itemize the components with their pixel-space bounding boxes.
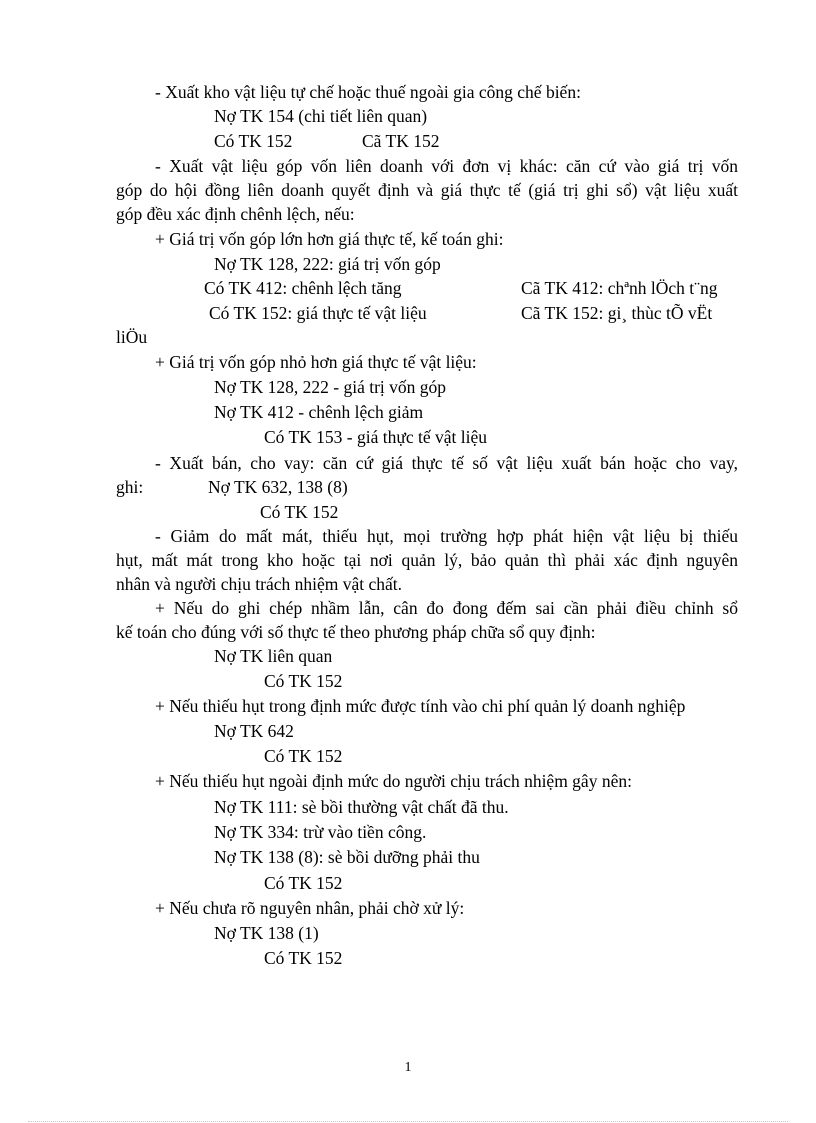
text-line: Nợ TK 642 [214,721,294,741]
text-line: Cã TK 412: chªnh lÖch t¨ng [521,278,718,298]
text-line: Có TK 152 [264,948,343,968]
text-line: Có TK 152 [214,131,293,151]
text-line: Có TK 152 [264,746,343,766]
text-line: Có TK 153 - giá thực tế vật liệu [264,427,488,447]
text-line: - Xuất kho vật liệu tự chế hoặc thuế ngoài gia công chế biến: [155,82,581,102]
text-line: kế toán cho đúng với số thực tế theo phương pháp chữa sổ quy định: [116,622,596,642]
text-line: Nợ TK liên quan [214,646,333,666]
text-line: liÖu [116,327,148,347]
text-line: + Nếu chưa rõ nguyên nhân, phải chờ xử lý: [155,898,465,918]
text-line: góp do hội đồng liên doanh quyết định và giá thực tế (giá trị ghi sổ) vật liệu xuất [116,180,738,200]
text-line: + Nếu thiếu hụt ngoài định mức do người chịu trách nhiệm gây nên: [155,771,632,791]
text-line: Nợ TK 138 (8): sè bồi dưỡng phải thu [214,847,480,867]
text-line: Cã TK 152 [362,131,440,151]
text-line: - Xuất bán, cho vay: căn cứ giá thực tế số vật liệu xuất bán hoặc cho vay, [155,453,738,473]
text-line: - Xuất vật liệu góp vốn liên doanh với đơn vị khác: căn cứ vào giá trị vốn [155,156,738,176]
text-line: góp đều xác định chênh lệch, nếu: [116,204,355,224]
text-line: + Giá trị vốn góp nhỏ hơn giá thực tế vật liệu: [155,352,477,372]
text-line: Nợ TK 334: trừ vào tiền công. [214,822,427,842]
text-line: + Giá trị vốn góp lớn hơn giá thực tế, kế toán ghi: [155,229,504,249]
text-line: - Giảm do mất mát, thiếu hụt, mọi trường hợp phát hiện vật liệu bị thiếu [155,526,738,546]
text-line: Nợ TK 412 - chênh lệch giảm [214,402,424,422]
text-line: Nợ TK 111: sè bồi thường vật chất đã thu. [214,797,509,817]
text-line: ghi: [116,477,144,497]
text-line: hụt, mất mát trong kho hoặc tại nơi quản lý, bảo quản thì phải xác định nguyên [116,550,738,570]
text-line: Nợ TK 128, 222: giá trị vốn góp [214,254,441,274]
text-line: Nợ TK 154 (chi tiết liên quan) [214,106,428,126]
text-line: Nợ TK 128, 222 - giá trị vốn góp [214,377,447,397]
page-number: 1 [404,1060,412,1075]
text-line: Có TK 152: giá thực tế vật liệu [209,303,427,323]
text-line: + Nếu thiếu hụt trong định mức được tính vào chi phí quản lý doanh nghiệp [155,696,686,716]
text-line: Nợ TK 632, 138 (8) [208,477,348,497]
page-bottom-divider [28,1121,788,1122]
text-line: Có TK 152 [264,873,343,893]
text-line: Có TK 412: chênh lệch tăng [204,278,402,298]
text-line: Cã TK 152: gi¸ thùc tÕ vËt [521,303,713,323]
text-line: Có TK 152 [260,502,339,522]
text-line: Nợ TK 138 (1) [214,923,319,943]
text-line: + Nếu do ghi chép nhầm lẫn, cân đo đong đếm sai cần phải điều chỉnh sổ [155,598,738,618]
text-line: Có TK 152 [264,671,343,691]
text-line: nhân và người chịu trách nhiệm vật chất. [116,574,403,594]
